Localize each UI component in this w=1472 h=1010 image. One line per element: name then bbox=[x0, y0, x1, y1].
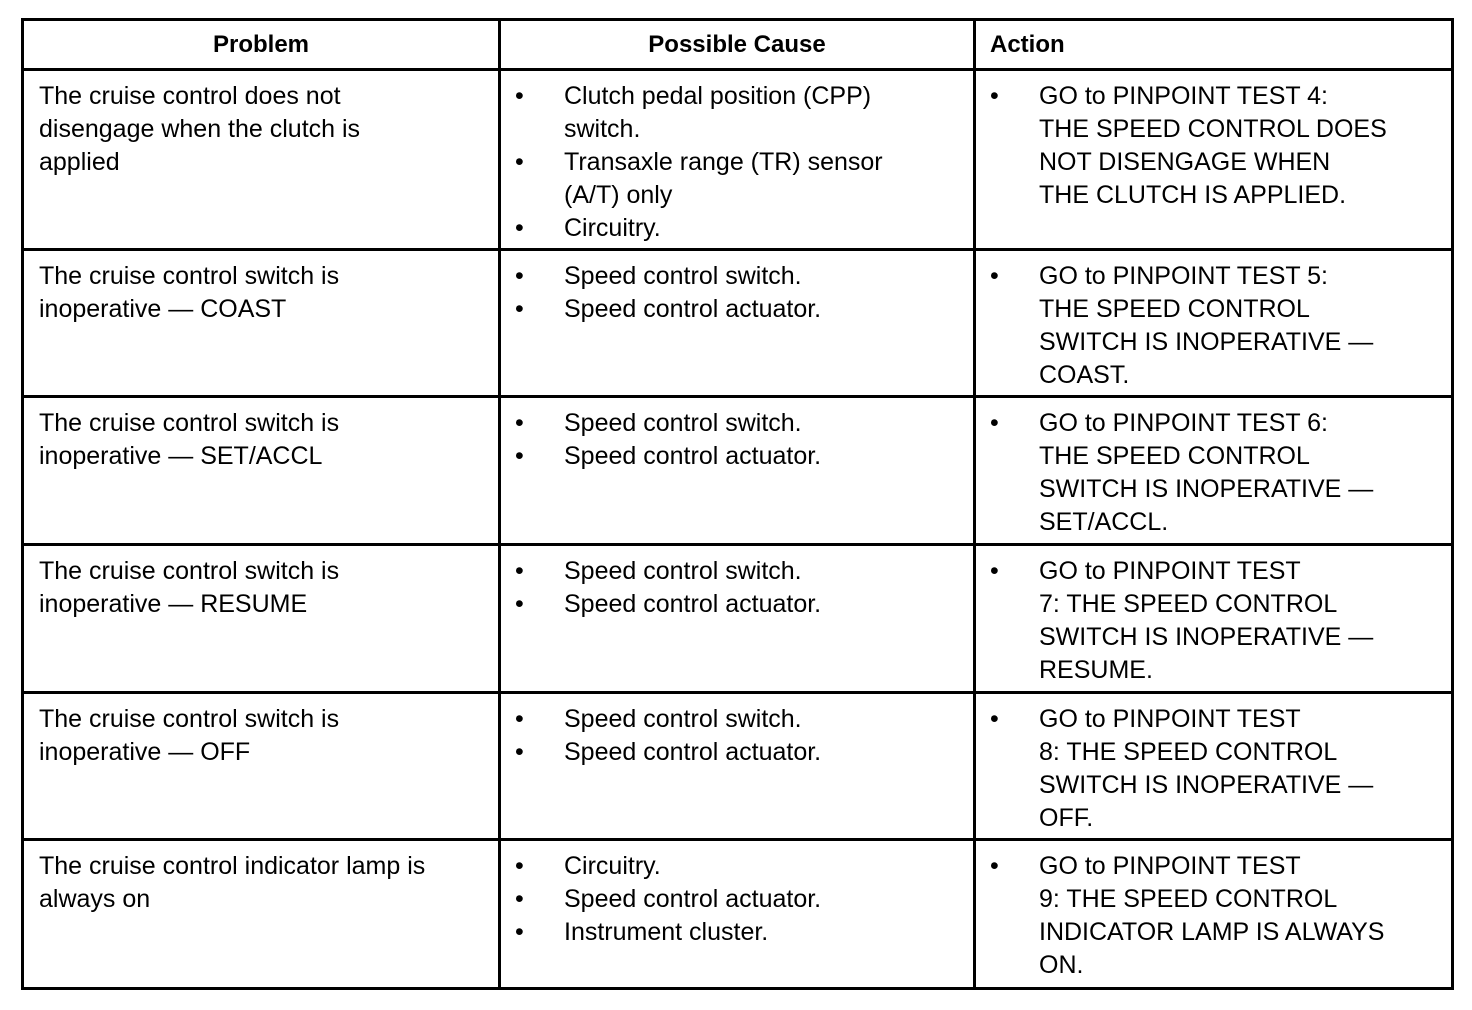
cause-text: Speed control actuator. bbox=[564, 590, 822, 618]
cause-cell bbox=[500, 70, 975, 250]
action-text: GO to PINPOINT TEST 9: THE SPEED CONTROL INDICATOR LAMP IS ALWAYS ON. bbox=[1039, 852, 1385, 979]
cause-item bbox=[501, 146, 973, 212]
cause-text: Circuitry. bbox=[564, 214, 661, 242]
table-row bbox=[23, 840, 1453, 989]
cause-text: Transaxle range (TR) sensor (A/T) only bbox=[564, 148, 883, 209]
bullet-icon: • bbox=[515, 148, 524, 176]
action-text: GO to PINPOINT TEST 5: THE SPEED CONTROL SWITCH IS INOPERATIVE — COAST. bbox=[1039, 262, 1374, 389]
table-row bbox=[23, 70, 1453, 250]
cause-item bbox=[501, 736, 973, 769]
cause-list bbox=[501, 694, 973, 769]
action-cell bbox=[975, 840, 1453, 989]
bullet-icon: • bbox=[990, 82, 999, 110]
bullet-icon: • bbox=[515, 557, 524, 585]
problem-cell: The cruise control switch is inoperative — OFF bbox=[23, 693, 500, 840]
bullet-icon: • bbox=[990, 852, 999, 880]
bullet-icon: • bbox=[990, 409, 999, 437]
action-cell bbox=[975, 70, 1453, 250]
cause-text: Instrument cluster. bbox=[564, 918, 769, 946]
problem-cell: The cruise control switch is inoperative — RESUME bbox=[23, 545, 500, 693]
action-text: GO to PINPOINT TEST 8: THE SPEED CONTROL SWITCH IS INOPERATIVE — OFF. bbox=[1039, 705, 1374, 832]
problem-cell: The cruise control switch is inoperative — SET/ACCL bbox=[23, 397, 500, 545]
action-list bbox=[976, 694, 1451, 835]
cause-cell bbox=[500, 693, 975, 840]
cause-list bbox=[501, 251, 973, 326]
action-item bbox=[976, 80, 1451, 212]
action-item bbox=[976, 850, 1451, 982]
action-item bbox=[976, 260, 1451, 392]
cause-item bbox=[501, 407, 973, 440]
cause-cell bbox=[500, 840, 975, 989]
action-text: GO to PINPOINT TEST 4: THE SPEED CONTROL DOES NOT DISENGAGE WHEN THE CLUTCH IS APPLIED. bbox=[1039, 82, 1387, 209]
table-row bbox=[23, 693, 1453, 840]
cause-list bbox=[501, 546, 973, 621]
cause-item bbox=[501, 555, 973, 588]
bullet-icon: • bbox=[515, 442, 524, 470]
bullet-icon: • bbox=[515, 295, 524, 323]
action-cell bbox=[975, 545, 1453, 693]
cause-item bbox=[501, 80, 973, 146]
cause-item bbox=[501, 212, 973, 245]
bullet-icon: • bbox=[515, 705, 524, 733]
action-text: GO to PINPOINT TEST 7: THE SPEED CONTROL SWITCH IS INOPERATIVE — RESUME. bbox=[1039, 557, 1374, 684]
header-problem: Problem bbox=[23, 20, 500, 70]
bullet-icon: • bbox=[515, 590, 524, 618]
bullet-icon: • bbox=[990, 705, 999, 733]
header-row bbox=[23, 20, 1453, 70]
bullet-icon: • bbox=[515, 738, 524, 766]
bullet-icon: • bbox=[515, 918, 524, 946]
cause-item bbox=[501, 703, 973, 736]
problem-cell: The cruise control does not disengage when the clutch is applied bbox=[23, 70, 500, 250]
cause-text: Speed control actuator. bbox=[564, 738, 822, 766]
cause-text: Circuitry. bbox=[564, 852, 661, 880]
action-list bbox=[976, 398, 1451, 539]
cause-text: Speed control actuator. bbox=[564, 295, 822, 323]
cause-list bbox=[501, 398, 973, 473]
cause-text: Speed control actuator. bbox=[564, 442, 822, 470]
cause-text: Clutch pedal position (CPP) switch. bbox=[564, 82, 872, 143]
header-possible-cause: Possible Cause bbox=[500, 20, 975, 70]
cause-list bbox=[501, 841, 973, 949]
bullet-icon: • bbox=[515, 885, 524, 913]
cause-item bbox=[501, 440, 973, 473]
cause-text: Speed control switch. bbox=[564, 705, 802, 733]
cause-item bbox=[501, 293, 973, 326]
bullet-icon: • bbox=[515, 214, 524, 242]
cause-item bbox=[501, 588, 973, 621]
bullet-icon: • bbox=[990, 262, 999, 290]
cause-cell bbox=[500, 250, 975, 397]
table-row bbox=[23, 545, 1453, 693]
action-list bbox=[976, 546, 1451, 687]
bullet-icon: • bbox=[515, 82, 524, 110]
action-list bbox=[976, 251, 1451, 392]
action-cell bbox=[975, 250, 1453, 397]
header-action: Action bbox=[975, 20, 1453, 70]
problem-cell: The cruise control indicator lamp is always on bbox=[23, 840, 500, 989]
cause-text: Speed control actuator. bbox=[564, 885, 822, 913]
cause-item bbox=[501, 850, 973, 883]
cause-item bbox=[501, 883, 973, 916]
bullet-icon: • bbox=[515, 409, 524, 437]
action-cell bbox=[975, 693, 1453, 840]
table-row bbox=[23, 250, 1453, 397]
cause-text: Speed control switch. bbox=[564, 557, 802, 585]
cause-item bbox=[501, 260, 973, 293]
cause-item bbox=[501, 916, 973, 949]
cause-text: Speed control switch. bbox=[564, 409, 802, 437]
bullet-icon: • bbox=[990, 557, 999, 585]
diagnosis-table bbox=[21, 18, 1454, 990]
cause-list bbox=[501, 71, 973, 245]
action-cell bbox=[975, 397, 1453, 545]
action-text: GO to PINPOINT TEST 6: THE SPEED CONTROL SWITCH IS INOPERATIVE — SET/ACCL. bbox=[1039, 409, 1374, 536]
cause-text: Speed control switch. bbox=[564, 262, 802, 290]
bullet-icon: • bbox=[515, 262, 524, 290]
problem-cell: The cruise control switch is inoperative — COAST bbox=[23, 250, 500, 397]
table-row bbox=[23, 397, 1453, 545]
cause-cell bbox=[500, 397, 975, 545]
action-item bbox=[976, 703, 1451, 835]
action-item bbox=[976, 555, 1451, 687]
action-list bbox=[976, 841, 1451, 982]
action-item bbox=[976, 407, 1451, 539]
cause-cell bbox=[500, 545, 975, 693]
action-list bbox=[976, 71, 1451, 212]
bullet-icon: • bbox=[515, 852, 524, 880]
